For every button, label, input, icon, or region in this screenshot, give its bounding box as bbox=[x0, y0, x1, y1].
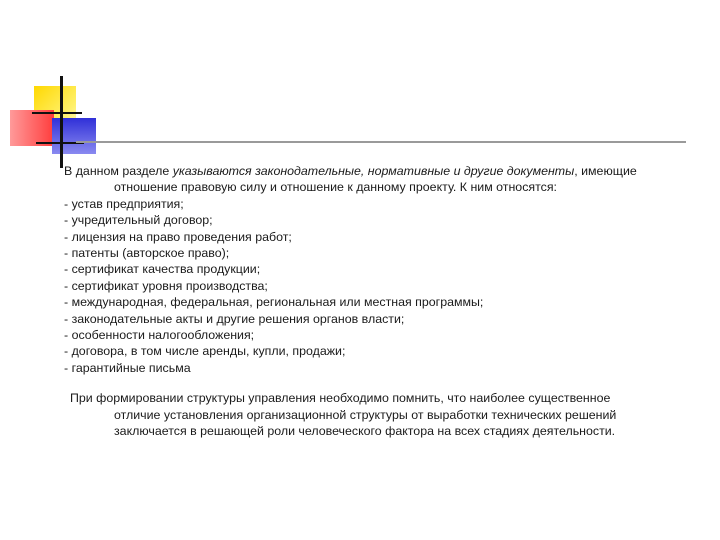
paragraph2-line2: отличие установления организационной структуры от выработки технических решений bbox=[114, 407, 617, 422]
decor-vertical-line bbox=[60, 76, 63, 168]
intro-continuation: отношение правовую силу и отношение к данному проекту. К ним относятся: bbox=[114, 180, 557, 195]
documents-list bbox=[64, 196, 704, 376]
list-item: - особенности налогообложения; bbox=[64, 328, 255, 343]
decor-blue-square bbox=[52, 118, 96, 154]
list-item: - договора, в том числе аренды, купли, продажи; bbox=[64, 344, 346, 359]
paragraph2-line3: заключается в решающей роли человеческого фактора на всех стадиях деятельности. bbox=[114, 424, 616, 439]
list-item: - устав предприятия; bbox=[64, 196, 184, 211]
decor-horizontal-line bbox=[32, 112, 82, 114]
list-item: - законодательные акты и другие решения органов власти; bbox=[64, 311, 405, 326]
list-item: - патенты (авторское право); bbox=[64, 246, 230, 261]
slide-body bbox=[64, 163, 704, 440]
management-structure-paragraph bbox=[70, 390, 700, 439]
intro-prefix: В данном разделе bbox=[64, 164, 173, 178]
title-divider bbox=[76, 141, 686, 143]
intro-emphasis: указываются законодательные, нормативные и другие документы bbox=[172, 164, 575, 178]
intro-paragraph bbox=[64, 163, 704, 196]
list-item: - сертификат качества продукции; bbox=[64, 262, 261, 277]
decor-yellow-square bbox=[34, 86, 76, 128]
list-item: - сертификат уровня производства; bbox=[64, 278, 268, 293]
title-decoration bbox=[0, 0, 720, 160]
decor-red-square bbox=[10, 110, 54, 146]
list-item: - гарантийные письма bbox=[64, 360, 191, 375]
list-item: - учредительный договор; bbox=[64, 213, 213, 228]
paragraph2-line1: При формировании структуры управления необходимо помнить, что наиболее существенное bbox=[70, 391, 611, 406]
intro-suffix: , имеющие bbox=[574, 164, 637, 178]
list-item: - лицензия на право проведения работ; bbox=[64, 229, 292, 244]
list-item: - международная, федеральная, региональная или местная программы; bbox=[64, 295, 484, 310]
decor-horizontal-line-lower bbox=[36, 142, 84, 144]
